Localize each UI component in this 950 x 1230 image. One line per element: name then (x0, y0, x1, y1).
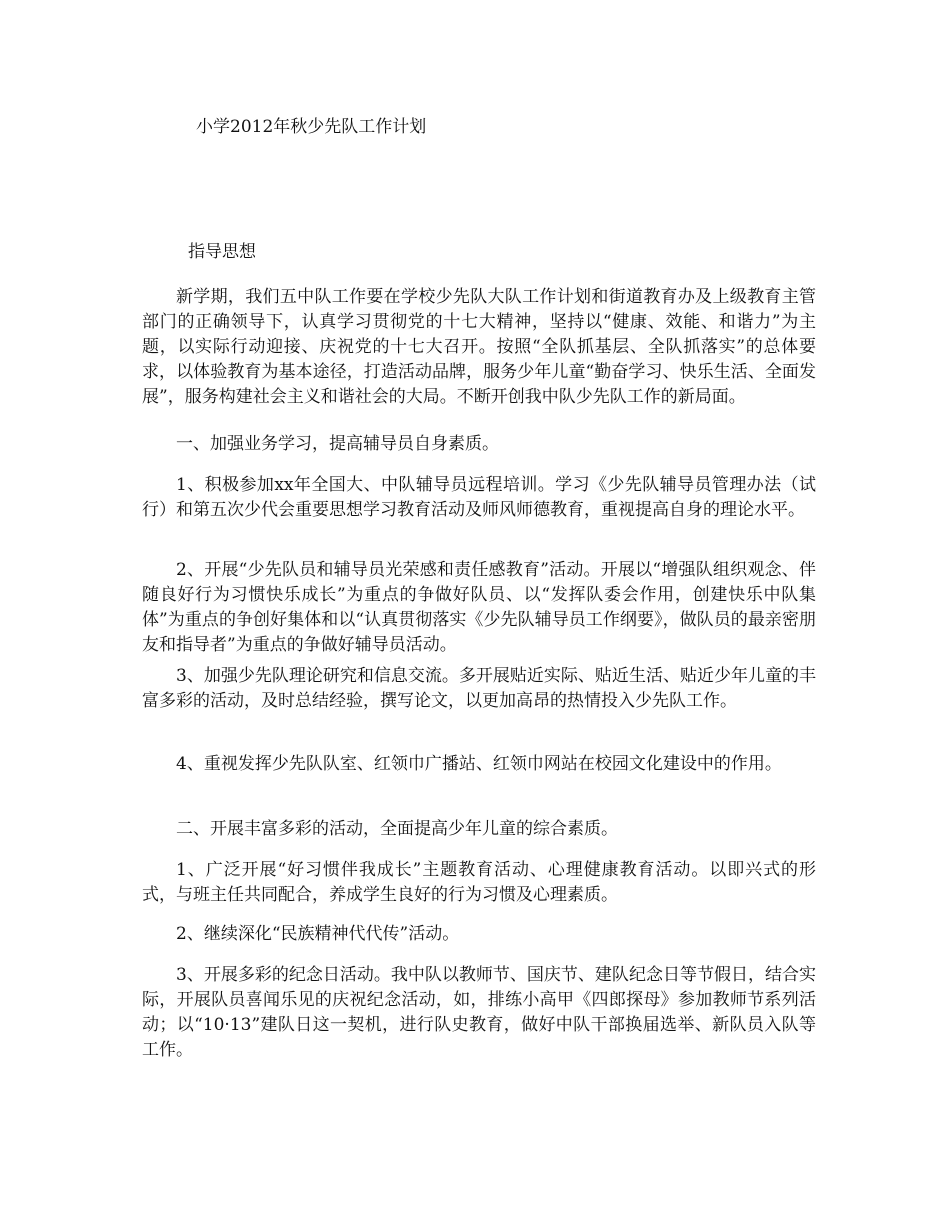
section-two-heading: 二、开展丰富多彩的活动，全面提高少年儿童的综合素质。 (176, 819, 618, 839)
document-title: 小学2012年秋少先队工作计划 (196, 117, 427, 137)
section-one-heading: 一、加强业务学习，提高辅导员自身素质。 (176, 434, 499, 454)
section-heading: 指导思想 (188, 242, 256, 262)
paragraph-item-1-2: 2、开展“少先队员和辅导员光荣感和责任感教育”活动。开展以“增强队组织观念、伴随良好行为习惯快乐成长”为重点的争做好队员、以“发挥队委会作用，创建快乐中队集体”为重点的争创好集体和以“认真贯彻落实《少先队辅导员工作纲要》，做队员的最亲密朋友和指导者”为重点的争做好辅导员活动。 (142, 560, 816, 655)
paragraph-item-2-1: 1、广泛开展“好习惯伴我成长”主题教育活动、心理健康教育活动。以即兴式的形式，与班主任共同配合，养成学生良好的行为习惯及心理素质。 (142, 860, 816, 905)
paragraph-item-2-3: 3、开展多彩的纪念日活动。我中队以教师节、国庆节、建队纪念日等节假日，结合实际，开展队员喜闻乐见的庆祝纪念活动，如，排练小高甲《四郎探母》参加教师节系列活动；以“10·13”建队日这一契机，进行队史教育，做好中队干部换届选举、新队员入队等工作。 (142, 965, 816, 1060)
paragraph-item-1-4: 4、重视发挥少先队队室、红领巾广播站、红领巾网站在校园文化建设中的作用。 (176, 754, 782, 774)
paragraph-guiding-thought: 新学期，我们五中队工作要在学校少先队大队工作计划和街道教育办及上级教育主管部门的正确领导下，认真学习贯彻党的十七大精神，坚持以“健康、效能、和谐力”为主题，以实际行动迎接、庆祝党的十七大召开。按照“全队抓基层、全队抓落实”的总体要求，以体验教育为基本途径，打造活动品牌，服务少年儿童“勤奋学习、快乐生活、全面发展”，服务构建社会主义和谐社会的大局。不断开创我中队少先队工作的新局面。 (142, 287, 816, 407)
paragraph-item-2-2: 2、继续深化“民族精神代代传”活动。 (176, 924, 460, 944)
paragraph-item-1-3: 3、加强少先队理论研究和信息交流。多开展贴近实际、贴近生活、贴近少年儿童的丰富多彩的活动，及时总结经验，撰写论文，以更加高昂的热情投入少先队工作。 (142, 666, 816, 711)
paragraph-item-1-1: 1、积极参加xx年全国大、中队辅导员远程培训。学习《少先队辅导员管理办法（试行）和第五次少代会重要思想学习教育活动及师风师德教育，重视提高自身的理论水平。 (142, 475, 816, 520)
